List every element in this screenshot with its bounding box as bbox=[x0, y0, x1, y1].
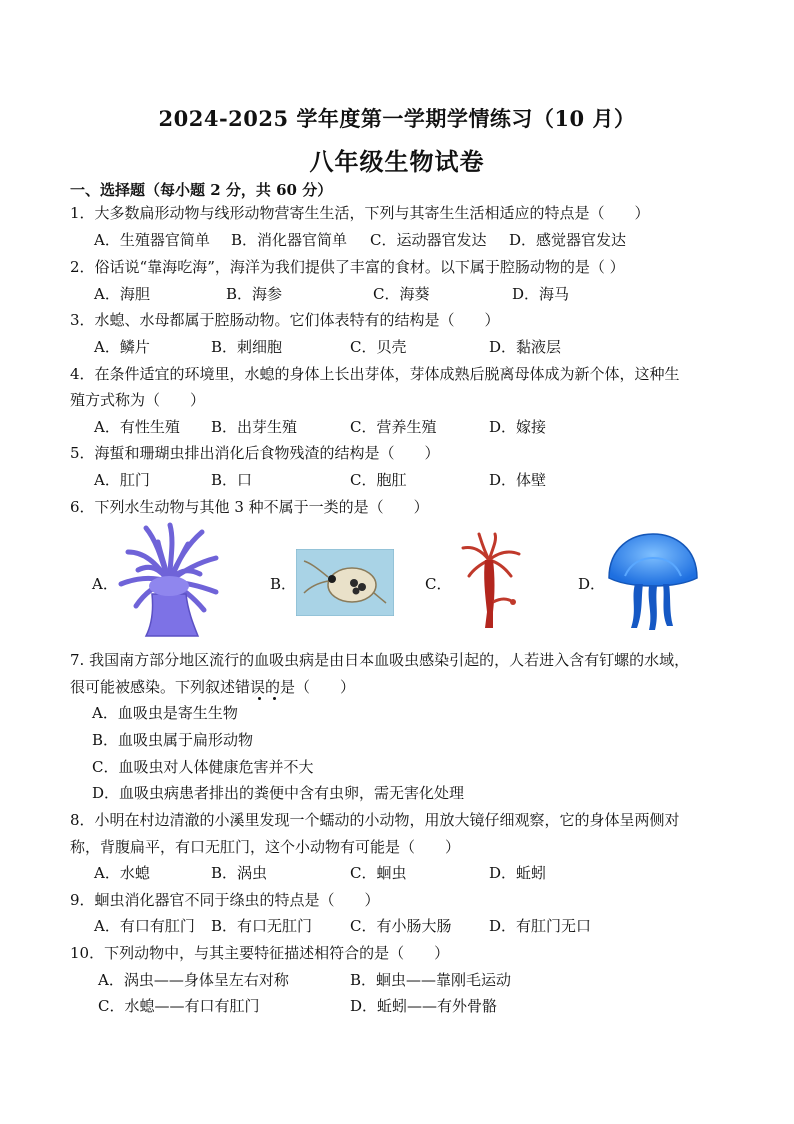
option-b: B．血吸虫属于扁形动物 bbox=[92, 731, 254, 749]
question-2-stem: 2．俗话说“靠海吃海”，海洋为我们提供了丰富的食材。以下属于腔肠动物的是（ ） bbox=[70, 258, 625, 276]
option-c: C．运动器官发达 bbox=[370, 231, 487, 249]
option-b: B．涡虫 bbox=[211, 864, 268, 882]
option-b: B． bbox=[270, 575, 297, 593]
option-a: A．有性生殖 bbox=[94, 418, 180, 436]
option-c: C．血吸虫对人体健康危害并不大 bbox=[92, 758, 314, 776]
question-8-stem-cont: 称，背腹扁平，有口无肛门，这个小动物有可能是（ ） bbox=[70, 838, 461, 856]
option-c: C．水螅——有口有肛门 bbox=[98, 997, 260, 1015]
exam-subtitle: 八年级生物试卷 bbox=[309, 147, 485, 176]
option-b: B．出芽生殖 bbox=[211, 418, 298, 436]
option-a: A． bbox=[92, 575, 118, 593]
option-a: A．鳞片 bbox=[94, 338, 150, 356]
option-a: A．有口有肛门 bbox=[94, 917, 195, 935]
option-c: C． bbox=[425, 575, 452, 593]
option-d: D．蚯蚓——有外骨骼 bbox=[350, 997, 498, 1015]
option-c: C．贝壳 bbox=[350, 338, 407, 356]
question-3-stem: 3．水螅、水母都属于腔肠动物。它们体表特有的结构是（ ） bbox=[70, 311, 500, 329]
hydra-image bbox=[455, 532, 525, 632]
section-heading: 一、选择题（每小题 2 分，共 60 分） bbox=[70, 181, 333, 199]
sea-anemone-image bbox=[116, 522, 222, 640]
option-c: C．有小肠大肠 bbox=[350, 917, 452, 935]
question-9-stem: 9．蛔虫消化器官不同于绦虫的特点是（ ） bbox=[70, 891, 380, 909]
question-5-stem: 5．海蜇和珊瑚虫排出消化后食物残渣的结构是（ ） bbox=[70, 444, 440, 462]
option-b: B．刺细胞 bbox=[211, 338, 283, 356]
option-a: A．海胆 bbox=[94, 285, 150, 303]
option-d: D．血吸虫病患者排出的粪便中含有虫卵，需无害化处理 bbox=[92, 784, 465, 802]
water-flea-image bbox=[296, 549, 394, 616]
question-1-stem: 1．大多数扁形动物与线形动物营寄生生活，下列与其寄生生活相适应的特点是（ ） bbox=[70, 204, 650, 222]
question-7-stem: 7. 我国南方部分地区流行的血吸虫病是由日本血吸虫感染引起的，人若进入含有钉螺的水域， bbox=[70, 651, 690, 669]
question-6-stem: 6．下列水生动物与其他 3 种不属于一类的是（ ） bbox=[70, 498, 429, 516]
option-a: A．肛门 bbox=[94, 471, 150, 489]
option-b: B．消化器官简单 bbox=[231, 231, 348, 249]
exam-title: 2024-2025 学年度第一学期学情练习（10 月） bbox=[158, 106, 636, 131]
option-c: C．营养生殖 bbox=[350, 418, 437, 436]
option-b: B．蛔虫——靠刚毛运动 bbox=[350, 971, 512, 989]
option-d: D． bbox=[578, 575, 606, 593]
option-d: D．嫁接 bbox=[489, 418, 547, 436]
option-d: D．黏液层 bbox=[489, 338, 562, 356]
option-d: D．体壁 bbox=[489, 471, 547, 489]
option-a: A．涡虫——身体呈左右对称 bbox=[98, 971, 289, 989]
option-a: A．血吸虫是寄生生物 bbox=[92, 704, 238, 722]
option-b: B．口 bbox=[211, 471, 253, 489]
question-4-stem-cont: 殖方式称为（ ） bbox=[70, 391, 206, 409]
option-b: B．海参 bbox=[226, 285, 283, 303]
option-a: A．生殖器官简单 bbox=[94, 231, 210, 249]
option-d: D．有肛门无口 bbox=[489, 917, 592, 935]
emphasis-dot bbox=[273, 697, 276, 700]
option-b: B．有口无肛门 bbox=[211, 917, 313, 935]
question-10-stem: 10．下列动物中，与其主要特征描述相符合的是（ ） bbox=[70, 944, 450, 962]
option-d: D．海马 bbox=[512, 285, 570, 303]
option-d: D．感觉器官发达 bbox=[509, 231, 627, 249]
question-8-stem: 8．小明在村边清澈的小溪里发现一个蠕动的小动物，用放大镜仔细观察，它的身体呈两侧对 bbox=[70, 811, 680, 829]
jellyfish-image bbox=[605, 532, 701, 632]
question-4-stem: 4．在条件适宜的环境里，水螅的身体上长出芽体，芽体成熟后脱离母体成为新个体，这种生 bbox=[70, 365, 680, 383]
option-c: C．蛔虫 bbox=[350, 864, 407, 882]
option-c: C．胞肛 bbox=[350, 471, 407, 489]
question-7-stem-cont: 很可能被感染。下列叙述错误的是（ ） bbox=[70, 678, 356, 696]
option-a: A．水螅 bbox=[94, 864, 150, 882]
emphasis-dot bbox=[258, 697, 261, 700]
option-c: C．海葵 bbox=[373, 285, 430, 303]
option-d: D．蚯蚓 bbox=[489, 864, 547, 882]
